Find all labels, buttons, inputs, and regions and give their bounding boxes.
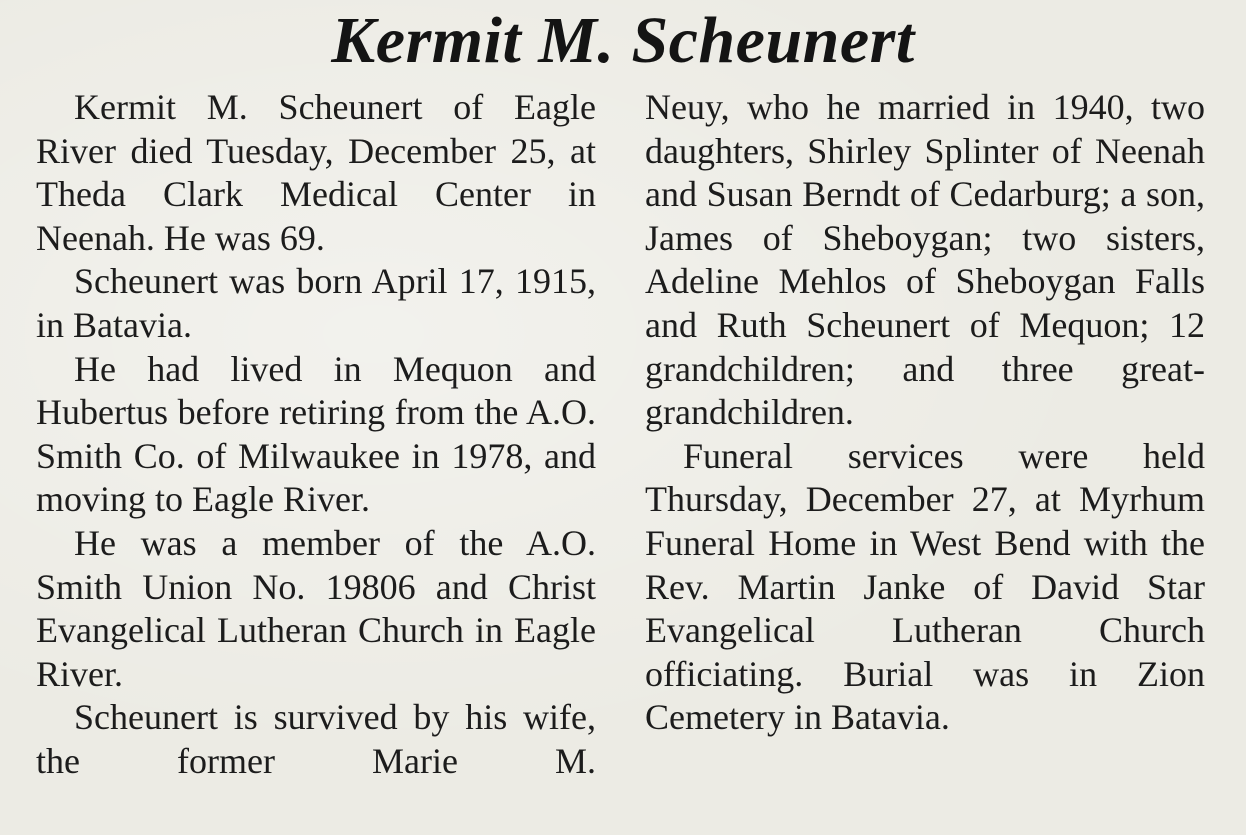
paragraph-survivors-start: Scheunert is survived by his wife, the former Marie M. [36, 697, 596, 781]
paragraph-birth: Scheunert was born April 17, 1915, in Batavia. [36, 261, 596, 345]
obituary-headline: Kermit M. Scheunert [331, 4, 915, 77]
text-column-left [36, 86, 596, 784]
paragraph-funeral-services: Funeral services were held Thursday, December 27, at Myrhum Funeral Home in West Bend with the Rev. Martin Janke of David Star Evangelical Lutheran Church officiating. Burial was in Zion Cemetery in Batavia. [645, 435, 1205, 738]
paragraph-death-notice: Kermit M. Scheunert of Eagle River died Tuesday, December 25, at Theda Clark Medical Center in Neenah. He was 69. [36, 87, 596, 258]
paragraph-survivors-continued: Neuy, who he married in 1940, two daughters, Shirley Splinter of Neenah and Susan Berndt of Cedarburg; a son, James of Sheboygan; two sisters, Adeline Mehlos of Sheboygan Falls and Ruth Scheunert of Mequon; 12 grandchildren; and three great-grandchildren. [645, 87, 1205, 433]
paragraph-career: He had lived in Mequon and Hubertus before retiring from the A.O. Smith Co. of Milwaukee in 1978, and moving to Eagle River. [36, 348, 596, 520]
paragraph-memberships: He was a member of the A.O. Smith Union No. 19806 and Christ Evangelical Lutheran Church in Eagle River. [36, 522, 596, 694]
text-column-right [645, 86, 1205, 740]
